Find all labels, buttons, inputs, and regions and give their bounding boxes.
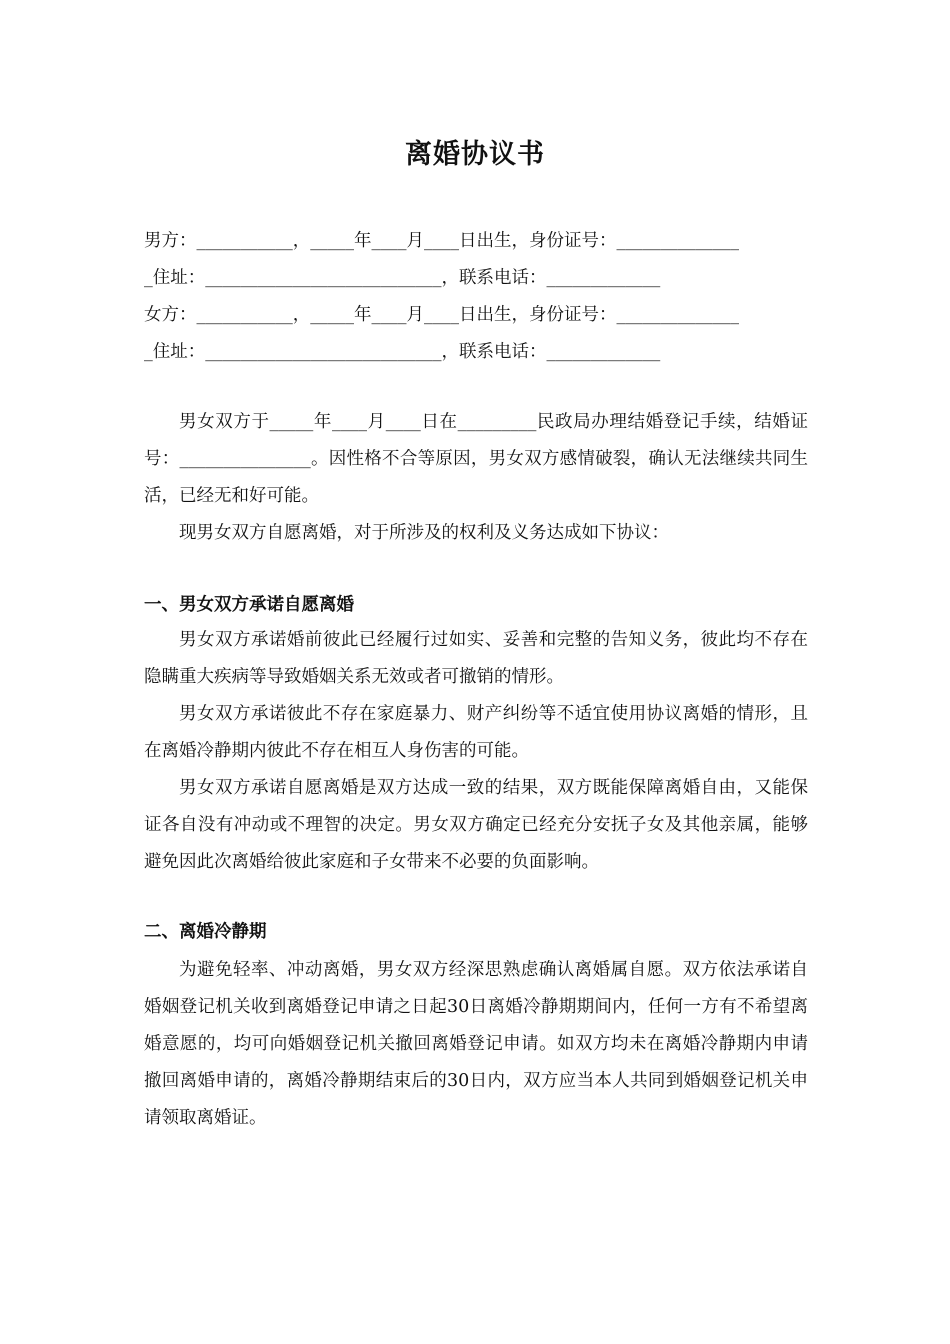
section-1-paragraph-2: 男女双方承诺彼此不存在家庭暴力、财产纠纷等不适宜使用协议离婚的情形，且在离婚冷静期内彼此不存在相互人身伤害的可能。: [144, 704, 808, 761]
document-title: 离婚协议书: [405, 139, 545, 170]
intro-paragraph-2: 现男女双方自愿离婚，对于所涉及的权利及义务达成如下协议：: [179, 523, 669, 543]
male-address-line: _住址：___________________________，联系电话：_____________: [144, 268, 661, 288]
section-2-paragraph-1: 为避免轻率、冲动离婚，男女双方经深思熟虑确认离婚属自愿。双方依法承诺自婚姻登记机关收到离婚登记申请之日起30日离婚冷静期期间内，任何一方有不希望离婚意愿的，均可向婚姻登记机关撤回离婚登记申请。如双方均未在离婚冷静期内申请撤回离婚申请的，离婚冷静期结束后的30日内，双方应当本人共同到婚姻登记机关申请领取离婚证。: [144, 960, 808, 1128]
section-1-paragraph-1: 男女双方承诺婚前彼此已经履行过如实、妥善和完整的告知义务，彼此均不存在隐瞒重大疾病等导致婚姻关系无效或者可撤销的情形。: [144, 630, 808, 687]
intro-paragraph-1: 男女双方于_____年____月____日在_________民政局办理结婚登记手续，结婚证号：_______________。因性格不合等原因，男女双方感情破裂，确认无法继续共同生活，已经无和好可能。: [144, 412, 808, 506]
section-2-heading: 二、离婚冷静期: [144, 922, 267, 942]
female-party-line: 女方：___________，_____年____月____日出生，身份证号：______________: [144, 305, 739, 325]
section-1-heading: 一、男女双方承诺自愿离婚: [144, 595, 354, 615]
female-address-line: _住址：___________________________，联系电话：_____________: [144, 342, 661, 362]
section-1-paragraph-3: 男女双方承诺自愿离婚是双方达成一致的结果，双方既能保障离婚自由，又能保证各自没有冲动或不理智的决定。男女双方确定已经充分安抚子女及其他亲属，能够避免因此次离婚给彼此家庭和子女带来不必要的负面影响。: [144, 778, 808, 872]
male-party-line: 男方：___________，_____年____月____日出生，身份证号：______________: [144, 231, 739, 251]
